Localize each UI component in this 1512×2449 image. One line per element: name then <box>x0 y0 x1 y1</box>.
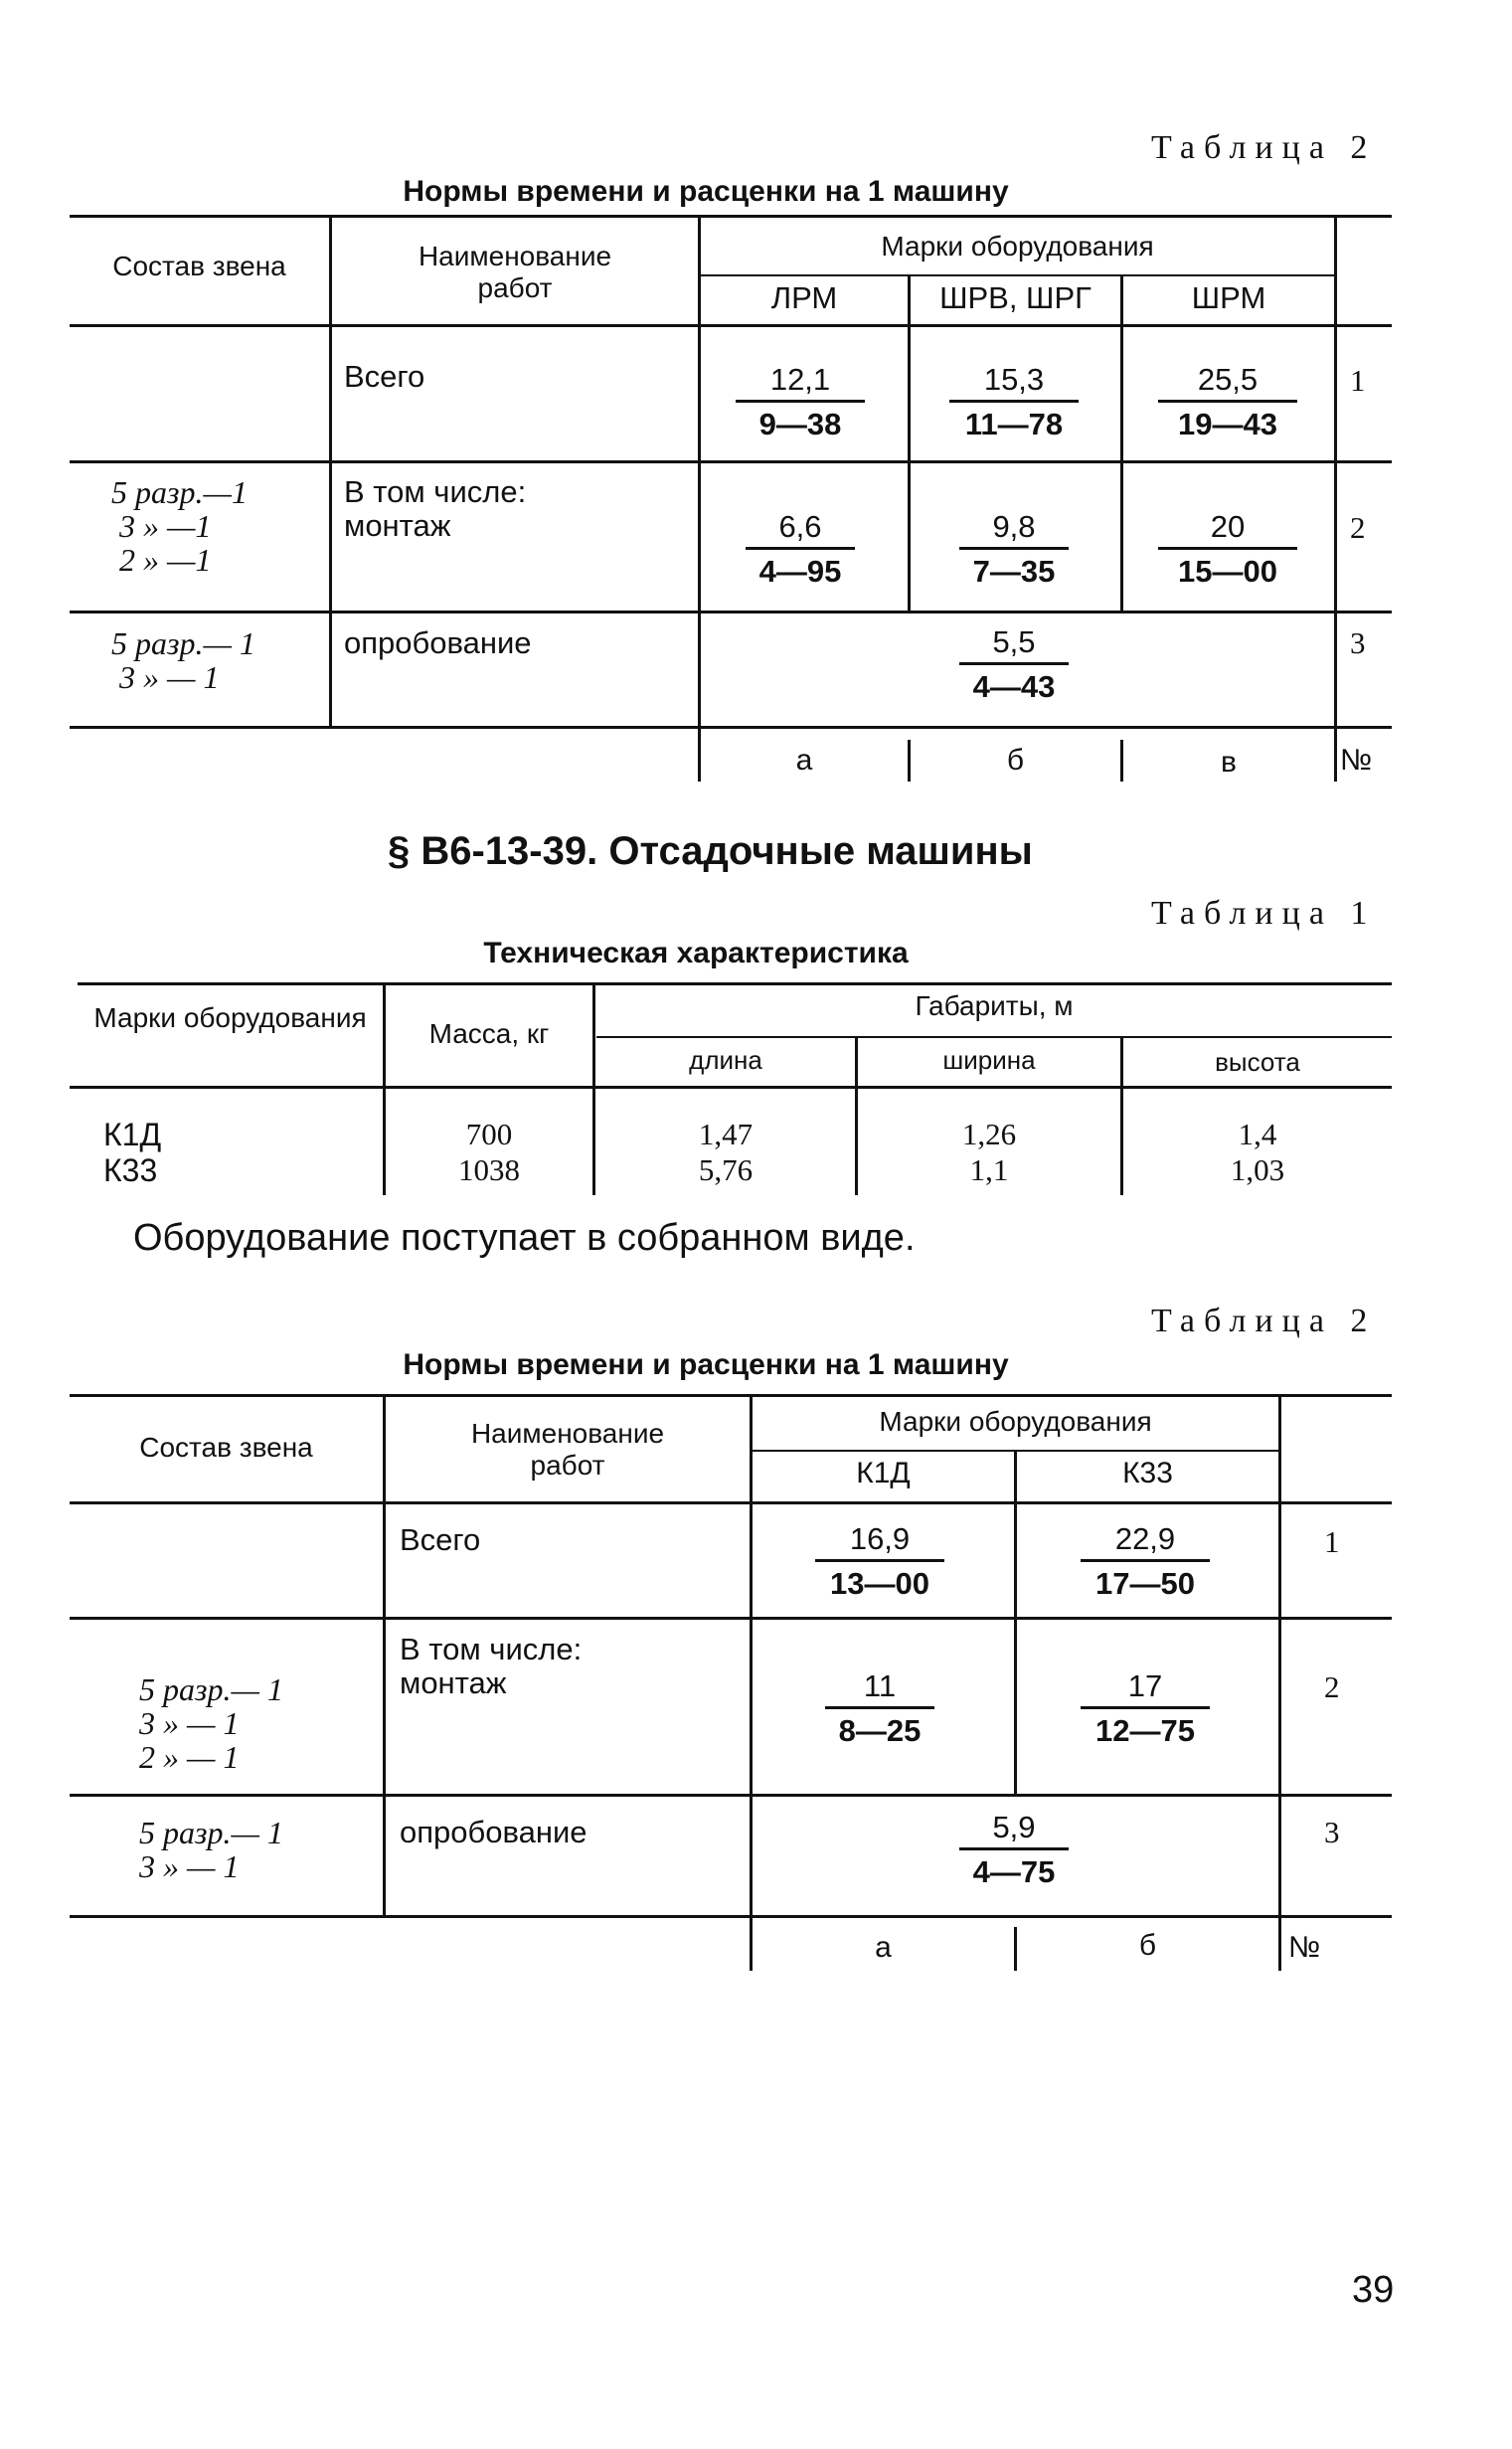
col-lrm: ЛРМ <box>770 280 838 315</box>
row2-val-c: 20 15—00 <box>1153 509 1302 590</box>
foot-no: № <box>1340 744 1373 777</box>
row1-val-a: 16,9 13—00 <box>810 1521 949 1602</box>
sub-shirina: ширина <box>942 1045 1036 1075</box>
row2-val-a: 11 8—25 <box>820 1668 939 1749</box>
row2-val-a: 6,6 4—95 <box>741 509 860 590</box>
row1-naim: Всего <box>400 1522 481 1557</box>
col-k1d: К1Д <box>856 1457 911 1489</box>
table-caption: Таблица 2 <box>1151 1303 1377 1339</box>
header-naim: Наименование работ <box>418 241 612 303</box>
row2-naim-2: монтаж <box>344 508 451 543</box>
table-title: Нормы времени и расценки на 1 машину <box>403 1348 1009 1381</box>
row2-naim-1: В том числе: <box>344 474 527 509</box>
row1-no: 1 <box>1350 363 1366 398</box>
page-number: 39 <box>1352 2269 1395 2311</box>
row2-sostav-2: 3 » — 1 <box>139 1705 240 1741</box>
foot-a: а <box>795 744 813 777</box>
header-massa: Масса, кг <box>428 1018 550 1049</box>
tech-row1-massa: 700 <box>465 1117 513 1151</box>
table-title: Техническая характеристика <box>483 937 909 969</box>
row2-sostav-1: 5 разр.—1 <box>111 474 248 510</box>
tech-row1-marka: К1Д <box>103 1117 162 1152</box>
row1-val-a: 12,1 9—38 <box>731 362 870 442</box>
row1-no: 1 <box>1324 1524 1340 1559</box>
row3-val: 5,5 4—43 <box>954 624 1074 705</box>
foot-c: в <box>1221 746 1237 779</box>
row3-no: 3 <box>1350 625 1366 660</box>
row1-val-c: 25,5 19—43 <box>1153 362 1302 442</box>
row2-sostav-3: 2 » —1 <box>119 542 212 578</box>
foot-a: а <box>875 1931 892 1964</box>
header-sostav: Состав звена <box>139 1432 313 1463</box>
foot-b: б <box>1138 1929 1157 1962</box>
foot-b: б <box>1006 744 1025 777</box>
row3-sostav-2: 3 » — 1 <box>139 1848 240 1884</box>
row3-sostav-1: 5 разр.— 1 <box>111 625 255 661</box>
header-marki: Марки оборудования <box>879 1406 1152 1437</box>
col-shrm: ШРМ <box>1191 280 1266 315</box>
note-text: Оборудование поступает в собранном виде. <box>133 1217 916 1259</box>
table-caption: Таблица 1 <box>1151 895 1377 932</box>
tech-row2-massa: 1038 <box>458 1152 520 1187</box>
row2-val-b: 9,8 7—35 <box>954 509 1074 590</box>
tech-row1-dlina: 1,47 <box>698 1117 754 1151</box>
row1-val-b: 15,3 11—78 <box>944 362 1084 442</box>
row3-naim: опробование <box>344 625 532 660</box>
sub-dlina: длина <box>689 1045 762 1075</box>
col-k33: К33 <box>1122 1457 1173 1489</box>
header-naim: Наименование работ <box>470 1418 665 1481</box>
header-marki: Марки оборудования <box>93 1002 367 1033</box>
header-gabarity: Габариты, м <box>915 990 1074 1021</box>
tech-row2-vysota: 1,03 <box>1230 1152 1285 1187</box>
row2-sostav-1: 5 разр.— 1 <box>139 1671 283 1707</box>
table-caption: Таблица 2 <box>1151 129 1377 166</box>
tech-row2-shirina: 1,1 <box>969 1152 1009 1187</box>
header-marki: Марки оборудования <box>881 231 1154 262</box>
tech-row2-marka: К33 <box>103 1152 158 1188</box>
table-title: Нормы времени и расценки на 1 машину <box>403 175 1009 208</box>
row3-naim: опробование <box>400 1815 588 1849</box>
row1-val-b: 22,9 17—50 <box>1076 1521 1215 1602</box>
tech-row1-vysota: 1,4 <box>1238 1117 1277 1151</box>
row2-no: 2 <box>1350 510 1366 545</box>
row3-sostav-2: 3 » — 1 <box>119 659 220 695</box>
header-sostav: Состав звена <box>112 251 286 281</box>
row2-naim-2: монтаж <box>400 1665 507 1700</box>
tech-row2-dlina: 5,76 <box>698 1152 754 1187</box>
tech-row1-shirina: 1,26 <box>961 1117 1017 1151</box>
row2-sostav-2: 3 » —1 <box>119 508 212 544</box>
row2-no: 2 <box>1324 1669 1340 1704</box>
row2-naim-1: В том числе: <box>400 1632 583 1666</box>
row3-sostav-1: 5 разр.— 1 <box>139 1815 283 1850</box>
row3-val: 5,9 4—75 <box>954 1810 1074 1890</box>
row2-sostav-3: 2 » — 1 <box>139 1739 240 1775</box>
sub-vysota: высота <box>1215 1047 1300 1077</box>
row3-no: 3 <box>1324 1815 1340 1849</box>
section-heading: § В6-13-39. Отсадочные машины <box>388 829 1033 873</box>
row1-naim: Всего <box>344 359 425 394</box>
row2-val-b: 17 12—75 <box>1076 1668 1215 1749</box>
col-shrv: ШРВ, ШРГ <box>939 280 1092 315</box>
foot-no: № <box>1288 1931 1321 1964</box>
